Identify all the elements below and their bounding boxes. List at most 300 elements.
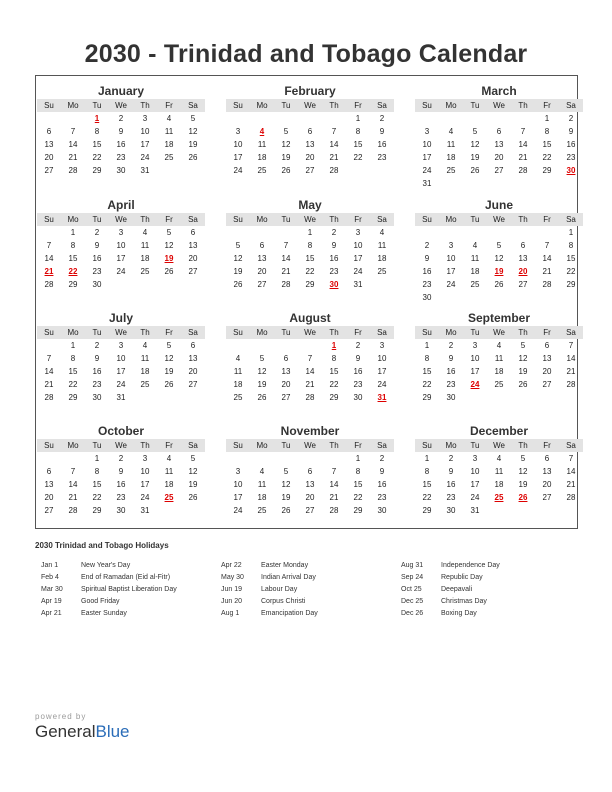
day-cell: 13 <box>518 254 528 263</box>
day-cell: 12 <box>164 241 174 250</box>
holiday-day-cell: 25 <box>164 493 174 502</box>
week-row <box>37 365 205 378</box>
holiday-day-cell: 19 <box>164 254 174 263</box>
day-cell: 25 <box>470 280 480 289</box>
day-cell: 18 <box>446 153 456 162</box>
brand-name-blue: Blue <box>95 722 130 741</box>
empty-day-cell <box>439 226 463 239</box>
day-cell: 13 <box>257 254 267 263</box>
empty-day-cell <box>250 452 274 465</box>
day-cell: 21 <box>68 493 78 502</box>
week-row <box>415 239 583 252</box>
day-cell: 22 <box>353 153 363 162</box>
day-cell: 19 <box>188 480 198 489</box>
day-cell: 23 <box>353 380 363 389</box>
empty-day-cell <box>439 291 463 304</box>
empty-day-cell <box>559 391 583 404</box>
weekday-label: Sa <box>377 101 387 110</box>
weekday-label: We <box>304 441 316 450</box>
weekday-label: Fr <box>543 101 551 110</box>
day-cell: 26 <box>518 380 528 389</box>
day-cell: 11 <box>164 467 174 476</box>
week-row <box>415 265 583 278</box>
day-cell: 10 <box>233 140 243 149</box>
week-row <box>226 491 394 504</box>
day-cell: 12 <box>188 467 198 476</box>
weekday-label: Su <box>44 101 54 110</box>
holiday-name: Indian Arrival Day <box>261 574 316 581</box>
day-cell: 23 <box>116 153 126 162</box>
day-cell: 14 <box>44 367 54 376</box>
day-cell: 2 <box>448 341 454 350</box>
day-cell: 28 <box>518 166 528 175</box>
weekday-label: Tu <box>470 101 480 110</box>
day-cell: 27 <box>518 280 528 289</box>
empty-day-cell <box>559 177 583 190</box>
day-cell: 24 <box>377 380 387 389</box>
day-cell: 2 <box>355 341 361 350</box>
day-cell: 16 <box>446 480 456 489</box>
week-row <box>226 265 394 278</box>
empty-day-cell <box>37 339 61 352</box>
holiday-name: Labour Day <box>261 586 298 593</box>
holiday-entry <box>401 560 500 572</box>
day-cell: 16 <box>377 140 387 149</box>
day-cell: 24 <box>116 267 126 276</box>
holiday-day-cell: 19 <box>494 267 504 276</box>
empty-day-cell <box>463 226 487 239</box>
day-cell: 26 <box>494 280 504 289</box>
day-cell: 2 <box>331 228 337 237</box>
weekday-label: Sa <box>188 441 198 450</box>
day-cell: 15 <box>68 254 78 263</box>
empty-day-cell <box>487 291 511 304</box>
day-cell: 14 <box>566 467 576 476</box>
weekday-header <box>37 326 205 339</box>
empty-day-cell <box>439 177 463 190</box>
brand-name-general: General <box>35 722 96 741</box>
day-cell: 30 <box>446 393 456 402</box>
day-cell: 2 <box>94 341 100 350</box>
day-cell: 21 <box>566 480 576 489</box>
day-cell: 14 <box>329 140 339 149</box>
day-cell: 12 <box>164 354 174 363</box>
day-cell: 23 <box>116 493 126 502</box>
holiday-date: Apr 21 <box>41 610 62 617</box>
day-cell: 13 <box>494 140 504 149</box>
day-cell: 31 <box>116 393 126 402</box>
day-cell: 30 <box>353 393 363 402</box>
day-cell: 9 <box>568 127 574 136</box>
holiday-name: Christmas Day <box>441 598 487 605</box>
holiday-date: Sep 24 <box>401 574 424 581</box>
day-cell: 22 <box>542 153 552 162</box>
holiday-name: Boxing Day <box>441 610 477 617</box>
holiday-name: Easter Monday <box>261 562 309 569</box>
weekday-label: Tu <box>92 441 102 450</box>
day-cell: 17 <box>377 367 387 376</box>
week-row <box>415 352 583 365</box>
day-cell: 23 <box>422 280 432 289</box>
day-cell: 15 <box>422 367 432 376</box>
day-cell: 12 <box>281 480 291 489</box>
day-cell: 23 <box>446 380 456 389</box>
weekday-label: Tu <box>92 101 102 110</box>
holiday-day-cell: 20 <box>518 267 528 276</box>
day-cell: 13 <box>305 140 315 149</box>
day-cell: 24 <box>140 153 150 162</box>
week-row <box>226 138 394 151</box>
day-cell: 28 <box>305 393 315 402</box>
powered-by-label: powered by <box>35 712 87 721</box>
day-cell: 24 <box>116 380 126 389</box>
day-cell: 21 <box>329 153 339 162</box>
empty-day-cell <box>226 452 250 465</box>
day-cell: 6 <box>190 341 196 350</box>
week-row <box>226 452 394 465</box>
month-november <box>226 424 394 517</box>
holiday-day-cell: 30 <box>329 280 339 289</box>
day-cell: 20 <box>44 153 54 162</box>
week-row <box>37 378 205 391</box>
holiday-date: Jun 20 <box>221 598 243 605</box>
day-cell: 3 <box>448 241 454 250</box>
day-cell: 24 <box>140 493 150 502</box>
day-cell: 28 <box>68 166 78 175</box>
day-cell: 27 <box>188 267 198 276</box>
weekday-label: Tu <box>470 441 480 450</box>
weekday-header <box>226 326 394 339</box>
day-cell: 19 <box>257 380 267 389</box>
day-cell: 7 <box>568 341 574 350</box>
day-cell: 5 <box>166 341 172 350</box>
day-cell: 11 <box>164 127 174 136</box>
day-cell: 12 <box>257 367 267 376</box>
day-cell: 30 <box>92 393 102 402</box>
month-august <box>226 311 394 404</box>
month-name: December <box>469 424 529 438</box>
day-cell: 8 <box>94 467 100 476</box>
week-row <box>415 138 583 151</box>
day-cell: 28 <box>281 280 291 289</box>
day-cell: 3 <box>235 467 241 476</box>
month-name: February <box>284 84 336 98</box>
day-cell: 20 <box>305 153 315 162</box>
month-february <box>226 84 394 177</box>
day-cell: 19 <box>518 367 528 376</box>
weekday-label: Mo <box>256 328 268 337</box>
empty-day-cell <box>298 452 322 465</box>
day-cell: 9 <box>94 354 100 363</box>
week-row <box>37 391 205 404</box>
weekday-label: Sa <box>188 328 198 337</box>
holiday-entry <box>41 584 177 596</box>
day-cell: 1 <box>568 228 574 237</box>
week-row <box>226 352 394 365</box>
day-cell: 29 <box>566 280 576 289</box>
weekday-label: We <box>115 215 127 224</box>
day-cell: 23 <box>377 153 387 162</box>
day-cell: 31 <box>470 506 480 515</box>
day-cell: 20 <box>188 367 198 376</box>
weekday-label: We <box>304 215 316 224</box>
day-cell: 19 <box>233 267 243 276</box>
weekday-label: Mo <box>67 328 79 337</box>
day-cell: 22 <box>566 267 576 276</box>
holiday-date: Mar 30 <box>41 586 63 593</box>
day-cell: 1 <box>94 454 100 463</box>
weekday-label: Fr <box>165 101 173 110</box>
weekday-label: Sa <box>377 441 387 450</box>
day-cell: 27 <box>257 280 267 289</box>
day-cell: 28 <box>329 166 339 175</box>
day-cell: 17 <box>353 254 363 263</box>
holiday-name: Spiritual Baptist Liberation Day <box>81 586 177 593</box>
day-cell: 16 <box>446 367 456 376</box>
week-row <box>415 478 583 491</box>
day-cell: 22 <box>353 493 363 502</box>
empty-day-cell <box>157 278 181 291</box>
holiday-day-cell: 31 <box>377 393 387 402</box>
day-cell: 7 <box>46 241 52 250</box>
holiday-column <box>41 560 177 620</box>
week-row <box>37 339 205 352</box>
holiday-entry <box>221 584 318 596</box>
month-july <box>37 311 205 404</box>
week-row <box>226 239 394 252</box>
day-cell: 9 <box>424 254 430 263</box>
empty-day-cell <box>157 164 181 177</box>
month-name: November <box>280 424 340 438</box>
week-row <box>37 478 205 491</box>
weekday-label: Tu <box>281 441 291 450</box>
day-cell: 17 <box>470 480 480 489</box>
day-cell: 16 <box>329 254 339 263</box>
holiday-name: New Year's Day <box>81 562 131 569</box>
day-cell: 7 <box>520 127 526 136</box>
empty-day-cell <box>181 164 205 177</box>
day-cell: 6 <box>307 127 313 136</box>
day-cell: 15 <box>92 480 102 489</box>
day-cell: 25 <box>257 166 267 175</box>
day-cell: 10 <box>140 127 150 136</box>
day-cell: 16 <box>116 480 126 489</box>
weekday-label: Fr <box>543 328 551 337</box>
day-cell: 8 <box>70 354 76 363</box>
day-cell: 6 <box>46 127 52 136</box>
weekday-label: Mo <box>67 215 79 224</box>
day-cell: 23 <box>566 153 576 162</box>
day-cell: 6 <box>496 127 502 136</box>
day-cell: 20 <box>542 480 552 489</box>
day-cell: 13 <box>188 241 198 250</box>
day-cell: 19 <box>518 480 528 489</box>
day-cell: 5 <box>190 114 196 123</box>
day-cell: 1 <box>307 228 313 237</box>
month-name: May <box>298 198 322 212</box>
day-cell: 22 <box>92 153 102 162</box>
empty-day-cell <box>181 278 205 291</box>
day-cell: 11 <box>470 254 480 263</box>
weekday-label: Sa <box>566 101 576 110</box>
empty-day-cell <box>157 504 181 517</box>
week-row <box>415 125 583 138</box>
holiday-name: Corpus Christi <box>261 598 306 605</box>
day-cell: 10 <box>140 467 150 476</box>
day-cell: 9 <box>118 467 124 476</box>
day-cell: 9 <box>331 241 337 250</box>
day-cell: 11 <box>446 140 456 149</box>
day-cell: 7 <box>70 467 76 476</box>
week-row <box>37 452 205 465</box>
day-cell: 24 <box>233 506 243 515</box>
day-cell: 26 <box>188 493 198 502</box>
weekday-label: Sa <box>377 215 387 224</box>
week-row <box>37 151 205 164</box>
day-cell: 12 <box>233 254 243 263</box>
day-cell: 13 <box>542 354 552 363</box>
day-cell: 5 <box>496 241 502 250</box>
day-cell: 9 <box>94 241 100 250</box>
weekday-label: Th <box>140 101 150 110</box>
weekday-label: Sa <box>377 328 387 337</box>
day-cell: 12 <box>470 140 480 149</box>
weekday-label: We <box>493 101 505 110</box>
day-cell: 20 <box>281 380 291 389</box>
day-cell: 11 <box>494 354 504 363</box>
brand-name <box>35 722 130 742</box>
weekday-label: Fr <box>354 328 362 337</box>
day-cell: 8 <box>355 467 361 476</box>
day-cell: 20 <box>257 267 267 276</box>
month-december <box>415 424 583 517</box>
day-cell: 1 <box>70 341 76 350</box>
day-cell: 29 <box>422 393 432 402</box>
weekday-label: Tu <box>92 328 102 337</box>
day-cell: 21 <box>305 380 315 389</box>
day-cell: 12 <box>494 254 504 263</box>
empty-day-cell <box>487 112 511 125</box>
day-cell: 25 <box>257 506 267 515</box>
day-cell: 17 <box>470 367 480 376</box>
day-cell: 31 <box>140 506 150 515</box>
day-cell: 23 <box>446 493 456 502</box>
empty-day-cell <box>487 177 511 190</box>
week-row <box>415 252 583 265</box>
week-row <box>37 491 205 504</box>
day-cell: 16 <box>116 140 126 149</box>
day-cell: 10 <box>446 254 456 263</box>
day-cell: 18 <box>257 153 267 162</box>
day-cell: 16 <box>422 267 432 276</box>
day-cell: 8 <box>355 127 361 136</box>
month-name: March <box>481 84 517 98</box>
empty-day-cell <box>559 291 583 304</box>
week-row <box>37 352 205 365</box>
day-cell: 11 <box>377 241 387 250</box>
empty-day-cell <box>370 278 394 291</box>
day-cell: 24 <box>353 267 363 276</box>
day-cell: 28 <box>44 393 54 402</box>
day-cell: 3 <box>142 114 148 123</box>
holiday-entry <box>41 608 177 620</box>
day-cell: 6 <box>307 467 313 476</box>
day-cell: 20 <box>542 367 552 376</box>
weekday-label: We <box>115 328 127 337</box>
day-cell: 25 <box>140 380 150 389</box>
day-cell: 25 <box>233 393 243 402</box>
day-cell: 19 <box>470 153 480 162</box>
weekday-label: We <box>115 441 127 450</box>
day-cell: 29 <box>329 393 339 402</box>
week-row <box>37 504 205 517</box>
day-cell: 1 <box>424 341 430 350</box>
empty-day-cell <box>487 391 511 404</box>
day-cell: 18 <box>494 480 504 489</box>
holiday-day-cell: 21 <box>44 267 54 276</box>
holiday-day-cell: 22 <box>68 267 78 276</box>
weekday-label: Mo <box>256 101 268 110</box>
week-row <box>415 452 583 465</box>
day-cell: 10 <box>377 354 387 363</box>
weekday-label: Fr <box>354 101 362 110</box>
week-row <box>226 391 394 404</box>
weekday-label: Fr <box>165 215 173 224</box>
week-row <box>415 278 583 291</box>
day-cell: 4 <box>142 341 148 350</box>
empty-day-cell <box>250 226 274 239</box>
empty-day-cell <box>157 391 181 404</box>
week-row <box>37 465 205 478</box>
day-cell: 30 <box>446 506 456 515</box>
weekday-label: Sa <box>566 441 576 450</box>
week-row <box>226 252 394 265</box>
day-cell: 24 <box>470 493 480 502</box>
weekday-label: We <box>115 101 127 110</box>
holiday-date: Dec 25 <box>401 598 424 605</box>
weekday-label: Fr <box>543 215 551 224</box>
weekday-label: Mo <box>445 101 457 110</box>
holiday-date: Jan 1 <box>41 562 59 569</box>
day-cell: 21 <box>44 380 54 389</box>
holiday-entry <box>221 572 318 584</box>
holiday-entry <box>401 584 500 596</box>
holiday-day-cell: 1 <box>331 341 337 350</box>
day-cell: 7 <box>283 241 289 250</box>
day-cell: 18 <box>233 380 243 389</box>
day-cell: 3 <box>142 454 148 463</box>
weekday-label: Mo <box>67 441 79 450</box>
day-cell: 6 <box>46 467 52 476</box>
holiday-date: Apr 19 <box>41 598 62 605</box>
day-cell: 18 <box>377 254 387 263</box>
holiday-name: Emancipation Day <box>261 610 318 617</box>
day-cell: 1 <box>355 454 361 463</box>
holiday-day-cell: 25 <box>494 493 504 502</box>
weekday-label: Th <box>518 328 528 337</box>
empty-day-cell <box>487 504 511 517</box>
day-cell: 20 <box>494 153 504 162</box>
day-cell: 11 <box>140 354 150 363</box>
empty-day-cell <box>274 226 298 239</box>
day-cell: 3 <box>235 127 241 136</box>
day-cell: 24 <box>446 280 456 289</box>
empty-day-cell <box>274 339 298 352</box>
day-cell: 10 <box>470 354 480 363</box>
day-cell: 15 <box>68 367 78 376</box>
weekday-header <box>415 326 583 339</box>
month-name: October <box>97 424 144 438</box>
